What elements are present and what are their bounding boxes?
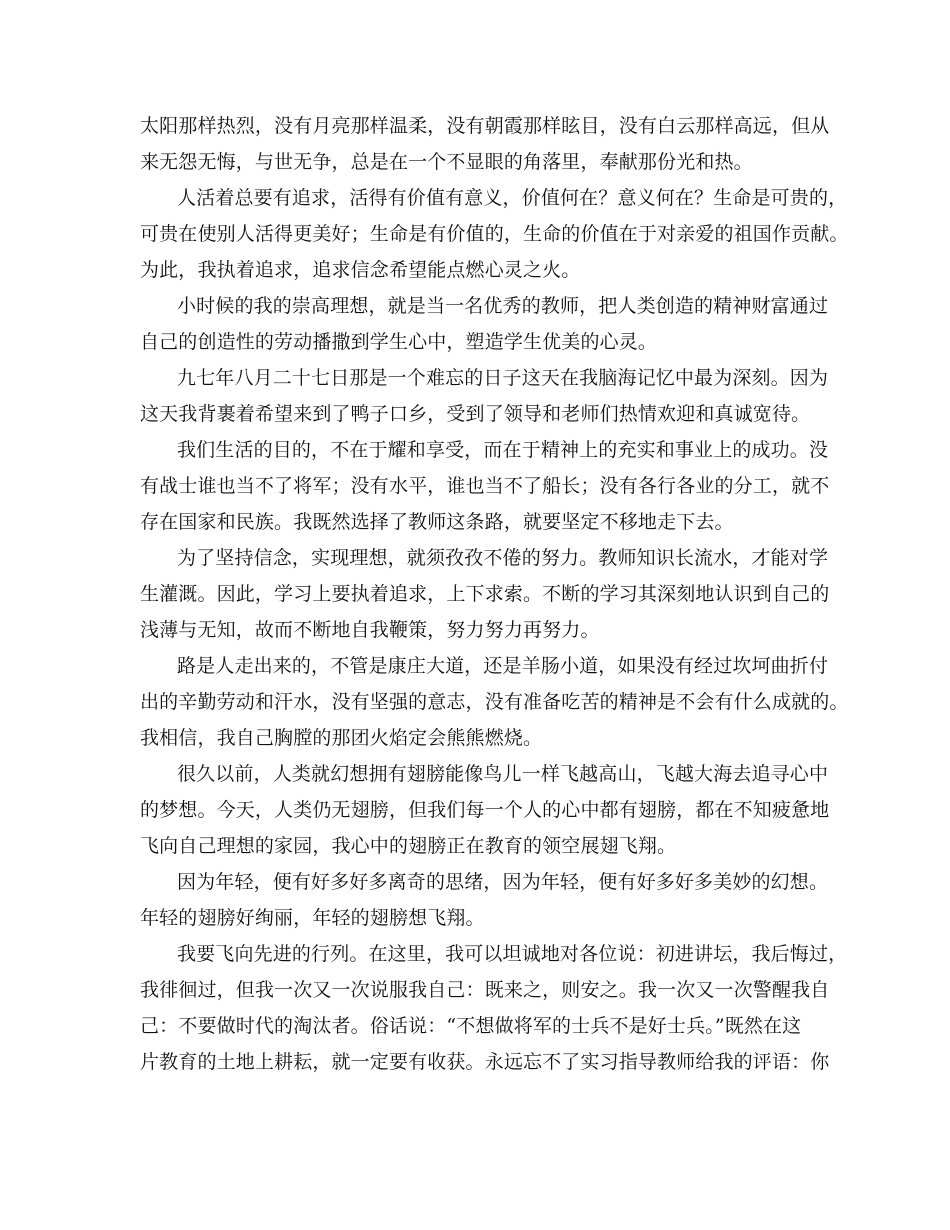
text-line: 因为年轻，便有好多好多离奇的思绪，因为年轻，便有好多好多美妙的幻想。 [177,871,829,893]
text-line: 有战士谁也当不了将军；没有水平，谁也当不了船长；没有各行各业的分工，就不 [140,475,830,497]
text-line: 的梦想。今天，人类仍无翅膀，但我们每一个人的心中都有翅膀，都在不知疲惫地 [140,799,830,821]
text-line: 为了坚持信念，实现理想，就须孜孜不倦的努力。教师知识长流水，才能对学 [177,547,829,569]
text-line: 自己的创造性的劳动播撒到学生心中，塑造学生优美的心灵。 [140,331,658,353]
text-line: 小时候的我的崇高理想，就是当一名优秀的教师，把人类创造的精神财富通过 [177,295,829,317]
text-line: 生灌溉。因此，学习上要执着追求，上下求索。不断的学习其深刻地认识到自己的 [140,583,830,605]
text-line: 我们生活的目的，不在于耀和享受，而在于精神上的充实和事业上的成功。没 [177,439,829,461]
text-line: 己：不要做时代的淘汰者。俗话说：“不想做将军的士兵不是好士兵。”既然在这 [140,1015,802,1037]
text-line: 这天我背裹着希望来到了鸭子口乡，受到了领导和老师们热情欢迎和真诚宽待。 [140,403,811,425]
text-line: 年轻的翅膀好绚丽，年轻的翅膀想飞翔。 [140,907,485,929]
text-line: 很久以前，人类就幻想拥有翅膀能像鸟儿一样飞越高山，飞越大海去追寻心中 [177,763,829,785]
text-line: 飞向自己理想的家园，我心中的翅膀正在教育的领空展翅飞翔。 [140,835,677,857]
text-line: 路是人走出来的，不管是康庄大道，还是羊肠小道，如果没有经过坎坷曲折付 [177,655,829,677]
document-body [140,108,849,1080]
text-line: 九七年八月二十七日那是一个难忘的日子这天在我脑海记忆中最为深刻。因为 [177,367,829,389]
text-line: 浅薄与无知，故而不断地自我鞭策，努力努力再努力。 [140,619,600,641]
text-line: 我要飞向先进的行列。在这里，我可以坦诚地对各位说：初进讲坛，我后悔过， [177,943,848,965]
text-line: 存在国家和民族。我既然选择了教师这条路，就要坚定不移地走下去。 [140,511,734,533]
text-line: 太阳那样热烈，没有月亮那样温柔，没有朝霞那样眩目，没有白云那样高远，但从 [140,115,830,137]
text-line: 人活着总要有追求，活得有价值有意义，价值何在？意义何在？生命是可贵的， [177,187,848,209]
text-line: 可贵在使别人活得更美好；生命是有价值的，生命的价值在于对亲爱的祖国作贡献。 [140,223,849,245]
text-line: 片教育的土地上耕耘，就一定要有收获。永远忘不了实习指导教师给我的评语：你 [140,1051,830,1073]
text-line: 出的辛勤劳动和汗水，没有坚强的意志，没有准备吃苦的精神是不会有什么成就的。 [140,691,849,713]
text-line: 为此，我执着追求，追求信念希望能点燃心灵之火。 [140,259,581,281]
text-line: 我相信，我自己胸膛的那团火焰定会熊熊燃烧。 [140,727,543,749]
text-line: 我徘徊过，但我一次又一次说服我自己：既来之，则安之。我一次又一次警醒我自 [140,979,830,1001]
text-line: 来无怨无悔，与世无争，总是在一个不显眼的角落里，奉献那份光和热。 [140,151,753,173]
